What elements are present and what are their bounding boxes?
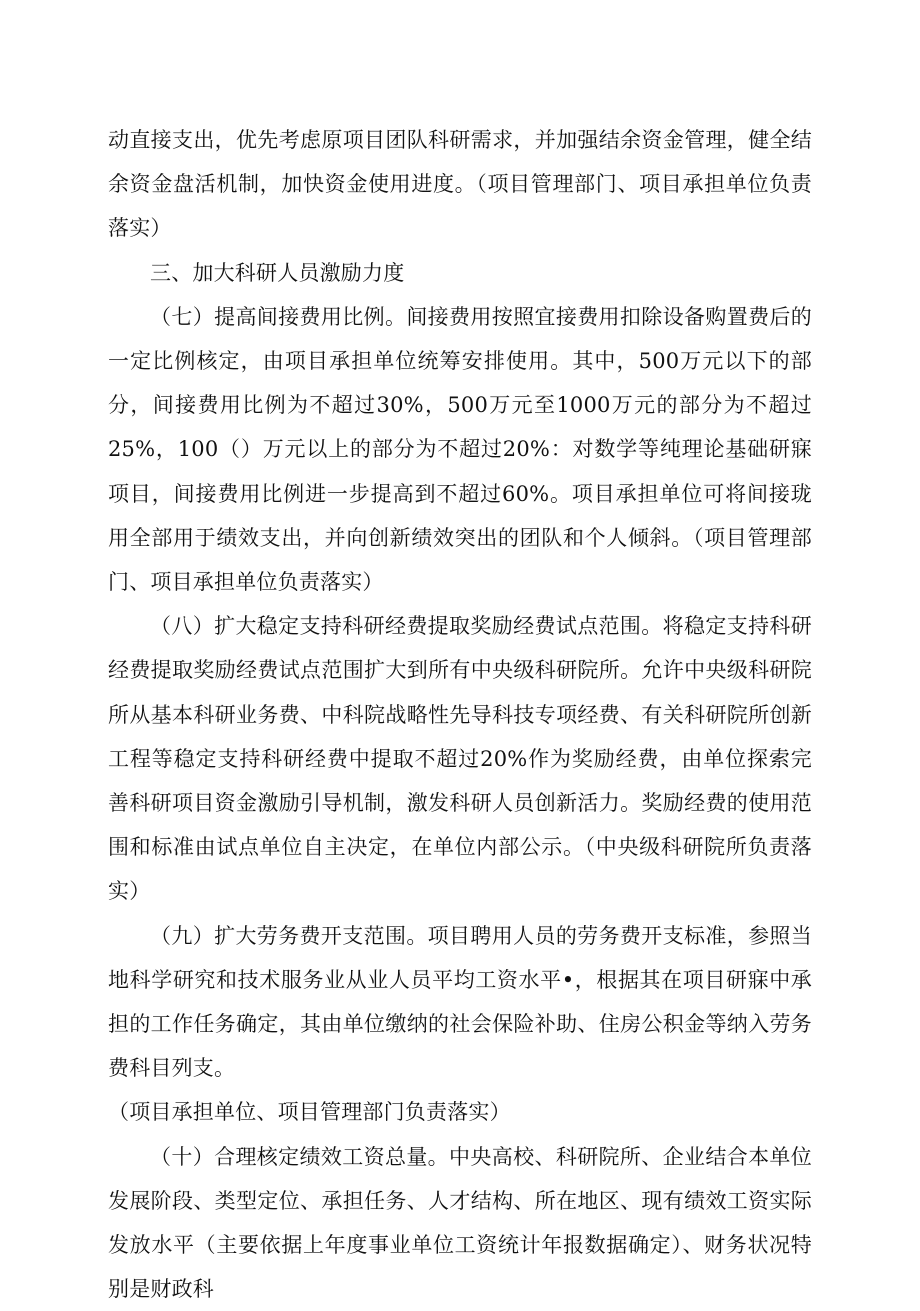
document-body: [108, 118, 812, 1311]
paragraph-item-9-note: （项目承担单位、项目管理部门负责落实）: [108, 1100, 511, 1125]
paragraph-item-7: （七）提高间接费用比例。间接费用按照宜接费用扣除设备购置费后的一定比例核定，由项目承担单位统筹安排使用。其中，500万元以下的部分，间接费用比例为不超过30%，500万元至1000万元的部分为不超过25%，100（）万元以上的部分为不超过20%：对数学等纯理论基础研寐项目，间接费用比例进一步提高到不超过60%。项目承担单位可将间接珑用全部用于绩效支出，并向创新绩效突出的团队和个人倾斜。（项目管理部门、项目承担单位负责落实）: [108, 304, 812, 595]
paragraph-continuation: 动直接支出，优先考虑原项目团队科研需求，并加强结余资金管理，健全结余资金盘活机制，加快资金使用进度。（项目管理部门、项目承担单位负责落实）: [108, 128, 812, 241]
paragraph-item-9: （九）扩大劳务费开支范围。项目聘用人员的劳务费开支标准，参照当地科学研究和技术服务业从业人员平均工资水平•，根据其在项目研寐中承担的工作任务确定，其由单位缴纳的社会保险补助、住房公积金等纳入劳务费科目列支。: [108, 923, 812, 1081]
section-heading: 三、加大科研人员激励力度: [150, 260, 405, 285]
paragraph-item-10: （十）合理核定绩效工资总量。中央高校、科研院所、企业结合本单位发展阶段、类型定位、承担任务、人才结构、所在地区、现有绩效工资实际发放水平（主要依据上年度事业单位工资统计年报数据确定）、财务状况特别是财政科: [108, 1144, 812, 1302]
paragraph-item-8: （八）扩大稳定支持科研经费提取奖励经费试点范围。将稳定支持科研经费提取奖励经费试点范围扩大到所有中央级科研院所。允许中央级科研院所从基本科研业务费、中科院战略性先导科技专项经费、有关科研院所创新工程等稳定支持科研经费中提取不超过20%作为奖励经费，由单位探索完善科研项目资金激励引导机制，激发科研人员创新活力。奖励经费的使用范围和标准由试点单位自主决定，在单位内部公示。（中央级科研院所负责落实）: [108, 614, 812, 904]
